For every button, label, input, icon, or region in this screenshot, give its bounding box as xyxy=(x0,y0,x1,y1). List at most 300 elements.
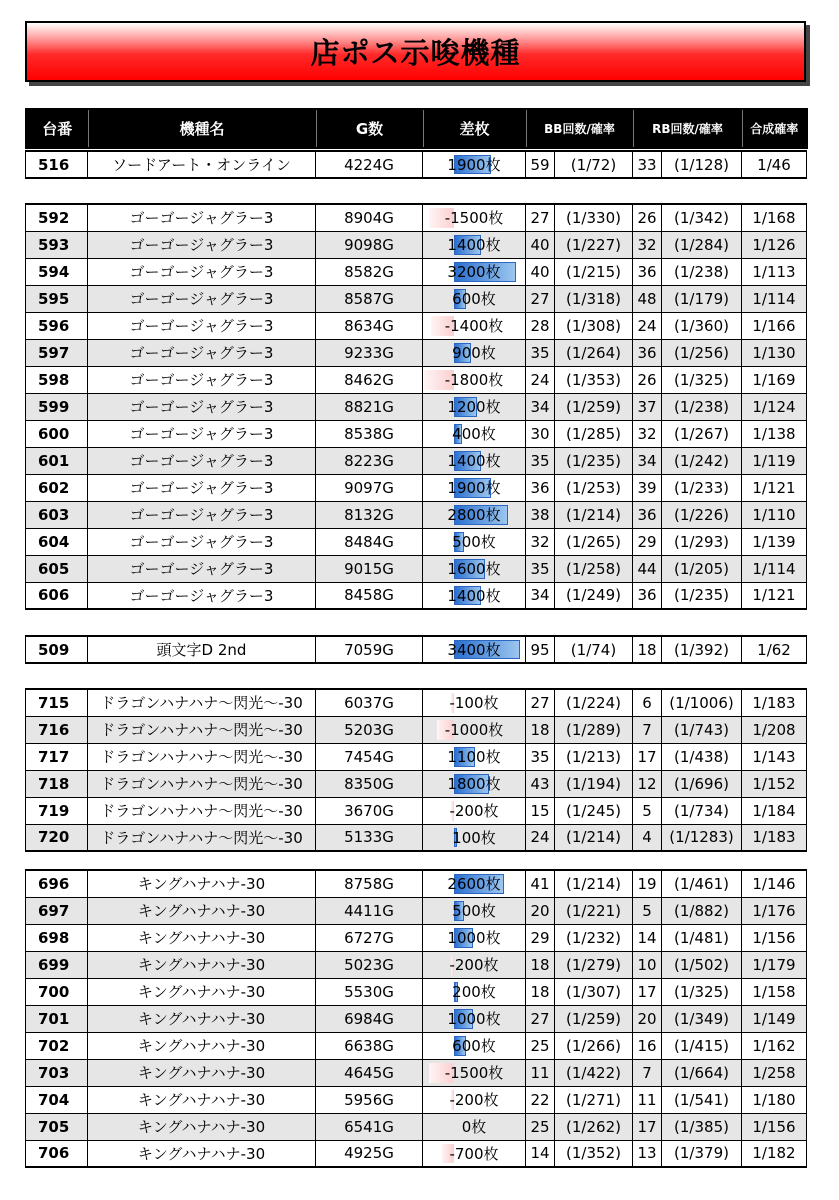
bb-count-cell: 35 xyxy=(526,447,555,474)
game-count-cell: 8484G xyxy=(316,528,423,555)
table-row xyxy=(26,151,807,178)
rb-count-cell: 44 xyxy=(633,555,662,582)
rb-rate-cell: (1/379) xyxy=(662,1140,742,1167)
game-count-cell: 5203G xyxy=(316,716,423,743)
machine-number-cell: 696 xyxy=(26,870,88,897)
game-count-cell: 8462G xyxy=(316,366,423,393)
machine-name-cell: ゴーゴージャグラー3 xyxy=(88,501,316,528)
diff-label: 600枚 xyxy=(452,1037,496,1055)
diff-value-cell xyxy=(423,528,526,555)
rb-rate-cell: (1/392) xyxy=(662,636,742,663)
diff-value-cell xyxy=(423,924,526,951)
bb-count-cell: 18 xyxy=(526,716,555,743)
bb-count-cell: 36 xyxy=(526,474,555,501)
machine-name-cell: ドラゴンハナハナ～閃光～-30 xyxy=(88,716,316,743)
game-count-cell: 8223G xyxy=(316,447,423,474)
table-row xyxy=(26,1059,807,1086)
machine-number-cell: 603 xyxy=(26,501,88,528)
diff-label: 500枚 xyxy=(452,902,496,920)
bb-rate-cell: (1/258) xyxy=(555,555,633,582)
rb-rate-cell: (1/461) xyxy=(662,870,742,897)
diff-value-cell xyxy=(423,1032,526,1059)
game-count-cell: 6984G xyxy=(316,1005,423,1032)
machine-number-cell: 699 xyxy=(26,951,88,978)
rb-count-cell: 14 xyxy=(633,924,662,951)
game-count-cell: 8132G xyxy=(316,501,423,528)
machine-name-cell: キングハナハナ-30 xyxy=(88,1005,316,1032)
machine-name-cell: ゴーゴージャグラー3 xyxy=(88,339,316,366)
bb-rate-cell: (1/232) xyxy=(555,924,633,951)
total-rate-cell: 1/179 xyxy=(742,951,807,978)
total-rate-cell: 1/180 xyxy=(742,1086,807,1113)
diff-label: 1000枚 xyxy=(447,929,501,947)
diff-label: -200枚 xyxy=(449,956,499,974)
table-row xyxy=(26,770,807,797)
diff-value-cell xyxy=(423,689,526,716)
machine-number-cell: 592 xyxy=(26,204,88,231)
machine-name-cell: キングハナハナ-30 xyxy=(88,1113,316,1140)
diff-label: -100枚 xyxy=(449,694,499,713)
machine-number-cell: 698 xyxy=(26,924,88,951)
game-count-cell: 9098G xyxy=(316,231,423,258)
bb-rate-cell: (1/259) xyxy=(555,1005,633,1032)
machine-name-cell: ゴーゴージャグラー3 xyxy=(88,474,316,501)
rb-count-cell: 19 xyxy=(633,870,662,897)
table-row xyxy=(26,1005,807,1032)
bb-count-cell: 11 xyxy=(526,1059,555,1086)
bb-count-cell: 27 xyxy=(526,1005,555,1032)
diff-value-cell xyxy=(423,285,526,312)
total-rate-cell: 1/149 xyxy=(742,1005,807,1032)
bb-count-cell: 32 xyxy=(526,528,555,555)
diff-value-cell xyxy=(423,1140,526,1167)
bb-rate-cell: (1/245) xyxy=(555,797,633,824)
bb-rate-cell: (1/352) xyxy=(555,1140,633,1167)
bb-rate-cell: (1/262) xyxy=(555,1113,633,1140)
game-count-cell: 9233G xyxy=(316,339,423,366)
total-rate-cell: 1/166 xyxy=(742,312,807,339)
title-banner xyxy=(25,21,806,82)
total-rate-cell: 1/124 xyxy=(742,393,807,420)
diff-label: 1800枚 xyxy=(447,775,501,793)
game-count-cell: 4925G xyxy=(316,1140,423,1167)
game-count-cell: 9015G xyxy=(316,555,423,582)
rb-rate-cell: (1/349) xyxy=(662,1005,742,1032)
game-count-cell: 5133G xyxy=(316,824,423,851)
rb-rate-cell: (1/743) xyxy=(662,716,742,743)
diff-value-cell xyxy=(423,312,526,339)
bb-count-cell: 34 xyxy=(526,393,555,420)
machine-name-cell: ゴーゴージャグラー3 xyxy=(88,285,316,312)
table-row xyxy=(26,897,807,924)
diff-label: 1600枚 xyxy=(447,560,501,578)
bb-count-cell: 14 xyxy=(526,1140,555,1167)
machine-number-cell: 697 xyxy=(26,897,88,924)
rb-count-cell: 7 xyxy=(633,716,662,743)
bb-rate-cell: (1/266) xyxy=(555,1032,633,1059)
rb-rate-cell: (1/226) xyxy=(662,501,742,528)
diff-label: -1800枚 xyxy=(444,371,504,389)
diff-value-cell xyxy=(423,1059,526,1086)
rb-rate-cell: (1/882) xyxy=(662,897,742,924)
table-row xyxy=(26,870,807,897)
rb-rate-cell: (1/267) xyxy=(662,420,742,447)
table-row xyxy=(26,312,807,339)
bb-count-cell: 30 xyxy=(526,420,555,447)
rb-rate-cell: (1/242) xyxy=(662,447,742,474)
rb-count-cell: 12 xyxy=(633,770,662,797)
rb-count-cell: 17 xyxy=(633,1113,662,1140)
total-rate-cell: 1/183 xyxy=(742,824,807,851)
diff-value-cell xyxy=(423,770,526,797)
header-bb: BB回数/確率 xyxy=(526,109,633,148)
diff-label: 2800枚 xyxy=(447,506,501,524)
machine-number-cell: 703 xyxy=(26,1059,88,1086)
bb-count-cell: 59 xyxy=(526,151,555,178)
machine-number-cell: 606 xyxy=(26,582,88,609)
bb-count-cell: 27 xyxy=(526,204,555,231)
machine-number-cell: 596 xyxy=(26,312,88,339)
diff-label: -200枚 xyxy=(449,802,499,820)
rb-rate-cell: (1/238) xyxy=(662,393,742,420)
header-rb: RB回数/確率 xyxy=(633,109,742,148)
diff-label: 0枚 xyxy=(461,1118,487,1136)
bb-rate-cell: (1/285) xyxy=(555,420,633,447)
game-count-cell: 5956G xyxy=(316,1086,423,1113)
bb-rate-cell: (1/227) xyxy=(555,231,633,258)
game-count-cell: 6037G xyxy=(316,689,423,716)
rb-count-cell: 5 xyxy=(633,897,662,924)
bb-count-cell: 24 xyxy=(526,824,555,851)
rb-rate-cell: (1/1283) xyxy=(662,824,742,851)
table-row xyxy=(26,501,807,528)
total-rate-cell: 1/156 xyxy=(742,1113,807,1140)
table-row xyxy=(26,1113,807,1140)
game-count-cell: 4411G xyxy=(316,897,423,924)
diff-label: 1900枚 xyxy=(447,156,501,174)
total-rate-cell: 1/156 xyxy=(742,924,807,951)
total-rate-cell: 1/113 xyxy=(742,258,807,285)
total-rate-cell: 1/119 xyxy=(742,447,807,474)
bb-rate-cell: (1/259) xyxy=(555,393,633,420)
machine-number-cell: 593 xyxy=(26,231,88,258)
table-row xyxy=(26,1032,807,1059)
total-rate-cell: 1/143 xyxy=(742,743,807,770)
rb-count-cell: 36 xyxy=(633,582,662,609)
total-rate-cell: 1/169 xyxy=(742,366,807,393)
machine-name-cell: ゴーゴージャグラー3 xyxy=(88,447,316,474)
machine-group-table xyxy=(25,150,807,179)
machine-number-cell: 604 xyxy=(26,528,88,555)
diff-label: 1400枚 xyxy=(447,236,501,254)
diff-label: -1000枚 xyxy=(444,721,504,739)
machine-name-cell: ドラゴンハナハナ～閃光～-30 xyxy=(88,689,316,716)
total-rate-cell: 1/114 xyxy=(742,555,807,582)
rb-count-cell: 7 xyxy=(633,1059,662,1086)
rb-rate-cell: (1/256) xyxy=(662,339,742,366)
machine-number-cell: 602 xyxy=(26,474,88,501)
bb-count-cell: 95 xyxy=(526,636,555,663)
rb-rate-cell: (1/293) xyxy=(662,528,742,555)
table-row xyxy=(26,716,807,743)
machine-number-cell: 601 xyxy=(26,447,88,474)
rb-rate-cell: (1/205) xyxy=(662,555,742,582)
game-count-cell: 4224G xyxy=(316,151,423,178)
bb-rate-cell: (1/213) xyxy=(555,743,633,770)
machine-number-cell: 605 xyxy=(26,555,88,582)
machine-number-cell: 704 xyxy=(26,1086,88,1113)
table-row xyxy=(26,1140,807,1167)
bb-count-cell: 24 xyxy=(526,366,555,393)
diff-label: 600枚 xyxy=(452,290,496,308)
game-count-cell: 6541G xyxy=(316,1113,423,1140)
diff-value-cell xyxy=(423,636,526,663)
table-row xyxy=(26,204,807,231)
game-count-cell: 4645G xyxy=(316,1059,423,1086)
table-row xyxy=(26,447,807,474)
rb-rate-cell: (1/664) xyxy=(662,1059,742,1086)
machine-name-cell: ゴーゴージャグラー3 xyxy=(88,555,316,582)
diff-label: 900枚 xyxy=(452,344,496,362)
diff-label: 3200枚 xyxy=(447,263,501,281)
bb-count-cell: 41 xyxy=(526,870,555,897)
machine-name-cell: キングハナハナ-30 xyxy=(88,1059,316,1086)
table-row xyxy=(26,824,807,851)
rb-count-cell: 48 xyxy=(633,285,662,312)
total-rate-cell: 1/121 xyxy=(742,582,807,609)
game-count-cell: 8350G xyxy=(316,770,423,797)
diff-value-cell xyxy=(423,204,526,231)
bb-count-cell: 43 xyxy=(526,770,555,797)
rb-count-cell: 34 xyxy=(633,447,662,474)
game-count-cell: 8904G xyxy=(316,204,423,231)
bb-count-cell: 40 xyxy=(526,231,555,258)
diff-value-cell xyxy=(423,1113,526,1140)
diff-value-cell xyxy=(423,555,526,582)
rb-rate-cell: (1/438) xyxy=(662,743,742,770)
diff-label: 1200枚 xyxy=(447,398,501,416)
rb-count-cell: 36 xyxy=(633,501,662,528)
table-row xyxy=(26,555,807,582)
diff-value-cell xyxy=(423,951,526,978)
machine-group-table xyxy=(25,203,807,610)
bb-rate-cell: (1/72) xyxy=(555,151,633,178)
total-rate-cell: 1/121 xyxy=(742,474,807,501)
diff-value-cell xyxy=(423,501,526,528)
rb-rate-cell: (1/360) xyxy=(662,312,742,339)
machine-number-cell: 720 xyxy=(26,824,88,851)
total-rate-cell: 1/139 xyxy=(742,528,807,555)
machine-name-cell: ドラゴンハナハナ～閃光～-30 xyxy=(88,770,316,797)
rb-count-cell: 16 xyxy=(633,1032,662,1059)
table-row xyxy=(26,743,807,770)
diff-value-cell xyxy=(423,1005,526,1032)
machine-number-cell: 716 xyxy=(26,716,88,743)
game-count-cell: 6638G xyxy=(316,1032,423,1059)
machine-name-cell: キングハナハナ-30 xyxy=(88,951,316,978)
rb-rate-cell: (1/415) xyxy=(662,1032,742,1059)
table-row xyxy=(26,689,807,716)
machine-name-cell: ゴーゴージャグラー3 xyxy=(88,393,316,420)
rb-count-cell: 33 xyxy=(633,151,662,178)
game-count-cell: 8582G xyxy=(316,258,423,285)
bb-count-cell: 38 xyxy=(526,501,555,528)
bb-rate-cell: (1/249) xyxy=(555,582,633,609)
rb-rate-cell: (1/325) xyxy=(662,978,742,1005)
machine-name-cell: キングハナハナ-30 xyxy=(88,924,316,951)
diff-label: 2600枚 xyxy=(447,875,501,894)
table-row xyxy=(26,636,807,663)
table-row xyxy=(26,420,807,447)
machine-number-cell: 598 xyxy=(26,366,88,393)
bb-count-cell: 34 xyxy=(526,582,555,609)
table-row xyxy=(26,231,807,258)
machine-number-cell: 719 xyxy=(26,797,88,824)
game-count-cell: 9097G xyxy=(316,474,423,501)
rb-count-cell: 20 xyxy=(633,1005,662,1032)
machine-group-table xyxy=(25,635,807,664)
machine-name-cell: ゴーゴージャグラー3 xyxy=(88,528,316,555)
table-row xyxy=(26,285,807,312)
total-rate-cell: 1/152 xyxy=(742,770,807,797)
bb-rate-cell: (1/318) xyxy=(555,285,633,312)
rb-rate-cell: (1/385) xyxy=(662,1113,742,1140)
diff-value-cell xyxy=(423,231,526,258)
table-row xyxy=(26,582,807,609)
machine-name-cell: キングハナハナ-30 xyxy=(88,897,316,924)
total-rate-cell: 1/208 xyxy=(742,716,807,743)
diff-label: -700枚 xyxy=(449,1144,499,1163)
machine-name-cell: ゴーゴージャグラー3 xyxy=(88,204,316,231)
diff-value-cell xyxy=(423,258,526,285)
diff-value-cell xyxy=(423,824,526,851)
bb-count-cell: 22 xyxy=(526,1086,555,1113)
game-count-cell: 8634G xyxy=(316,312,423,339)
header-total: 合成確率 xyxy=(742,109,807,148)
rb-rate-cell: (1/1006) xyxy=(662,689,742,716)
diff-label: 1900枚 xyxy=(447,479,501,497)
machine-name-cell: ゴーゴージャグラー3 xyxy=(88,420,316,447)
rb-rate-cell: (1/502) xyxy=(662,951,742,978)
bb-count-cell: 40 xyxy=(526,258,555,285)
bb-rate-cell: (1/235) xyxy=(555,447,633,474)
machine-name-cell: ゴーゴージャグラー3 xyxy=(88,312,316,339)
machine-number-cell: 702 xyxy=(26,1032,88,1059)
total-rate-cell: 1/184 xyxy=(742,797,807,824)
machine-name-cell: ドラゴンハナハナ～閃光～-30 xyxy=(88,743,316,770)
bb-count-cell: 35 xyxy=(526,743,555,770)
bb-rate-cell: (1/214) xyxy=(555,824,633,851)
machine-number-cell: 600 xyxy=(26,420,88,447)
diff-value-cell xyxy=(423,393,526,420)
diff-value-cell xyxy=(423,897,526,924)
diff-value-cell xyxy=(423,366,526,393)
rb-rate-cell: (1/696) xyxy=(662,770,742,797)
total-rate-cell: 1/126 xyxy=(742,231,807,258)
bb-rate-cell: (1/308) xyxy=(555,312,633,339)
bb-rate-cell: (1/353) xyxy=(555,366,633,393)
machine-name-cell: ゴーゴージャグラー3 xyxy=(88,258,316,285)
game-count-cell: 5023G xyxy=(316,951,423,978)
total-rate-cell: 1/168 xyxy=(742,204,807,231)
diff-label: 3400枚 xyxy=(447,641,501,659)
table-row xyxy=(26,978,807,1005)
machine-name-cell: キングハナハナ-30 xyxy=(88,870,316,897)
bb-rate-cell: (1/214) xyxy=(555,501,633,528)
diff-label: -200枚 xyxy=(449,1091,499,1109)
machine-number-cell: 516 xyxy=(26,151,88,178)
bb-count-cell: 27 xyxy=(526,689,555,716)
bb-rate-cell: (1/271) xyxy=(555,1086,633,1113)
rb-count-cell: 24 xyxy=(633,312,662,339)
bb-count-cell: 35 xyxy=(526,339,555,366)
diff-label: -1500枚 xyxy=(444,209,504,228)
machine-name-cell: ソードアート・オンライン xyxy=(88,151,316,178)
rb-count-cell: 32 xyxy=(633,420,662,447)
bb-rate-cell: (1/264) xyxy=(555,339,633,366)
diff-value-cell xyxy=(423,447,526,474)
total-rate-cell: 1/62 xyxy=(742,636,807,663)
header-games: G数 xyxy=(316,109,423,148)
bb-rate-cell: (1/265) xyxy=(555,528,633,555)
machine-group-table xyxy=(25,869,807,1168)
rb-count-cell: 29 xyxy=(633,528,662,555)
game-count-cell: 8821G xyxy=(316,393,423,420)
game-count-cell: 7059G xyxy=(316,636,423,663)
diff-value-cell xyxy=(423,978,526,1005)
diff-label: 1000枚 xyxy=(447,1010,501,1028)
bb-rate-cell: (1/215) xyxy=(555,258,633,285)
bb-count-cell: 25 xyxy=(526,1032,555,1059)
diff-value-cell xyxy=(423,474,526,501)
machine-number-cell: 715 xyxy=(26,689,88,716)
game-count-cell: 8587G xyxy=(316,285,423,312)
machine-number-cell: 701 xyxy=(26,1005,88,1032)
bb-rate-cell: (1/253) xyxy=(555,474,633,501)
total-rate-cell: 1/158 xyxy=(742,978,807,1005)
bb-rate-cell: (1/214) xyxy=(555,870,633,897)
rb-count-cell: 39 xyxy=(633,474,662,501)
header-number: 台番 xyxy=(26,109,88,148)
bb-rate-cell: (1/221) xyxy=(555,897,633,924)
diff-value-cell xyxy=(423,420,526,447)
total-rate-cell: 1/258 xyxy=(742,1059,807,1086)
bb-count-cell: 28 xyxy=(526,312,555,339)
rb-count-cell: 17 xyxy=(633,743,662,770)
machine-name-cell: キングハナハナ-30 xyxy=(88,978,316,1005)
bb-rate-cell: (1/330) xyxy=(555,204,633,231)
machine-name-cell: ゴーゴージャグラー3 xyxy=(88,582,316,609)
machine-number-cell: 717 xyxy=(26,743,88,770)
machine-number-cell: 706 xyxy=(26,1140,88,1167)
bb-count-cell: 18 xyxy=(526,978,555,1005)
rb-count-cell: 5 xyxy=(633,797,662,824)
rb-count-cell: 36 xyxy=(633,258,662,285)
game-count-cell: 5530G xyxy=(316,978,423,1005)
rb-rate-cell: (1/734) xyxy=(662,797,742,824)
table-row xyxy=(26,366,807,393)
total-rate-cell: 1/138 xyxy=(742,420,807,447)
table-row xyxy=(26,797,807,824)
total-rate-cell: 1/182 xyxy=(742,1140,807,1167)
diff-label: 1100枚 xyxy=(447,748,501,766)
machine-number-cell: 718 xyxy=(26,770,88,797)
rb-count-cell: 37 xyxy=(633,393,662,420)
rb-count-cell: 11 xyxy=(633,1086,662,1113)
rb-rate-cell: (1/235) xyxy=(662,582,742,609)
bb-rate-cell: (1/422) xyxy=(555,1059,633,1086)
table-row xyxy=(26,924,807,951)
